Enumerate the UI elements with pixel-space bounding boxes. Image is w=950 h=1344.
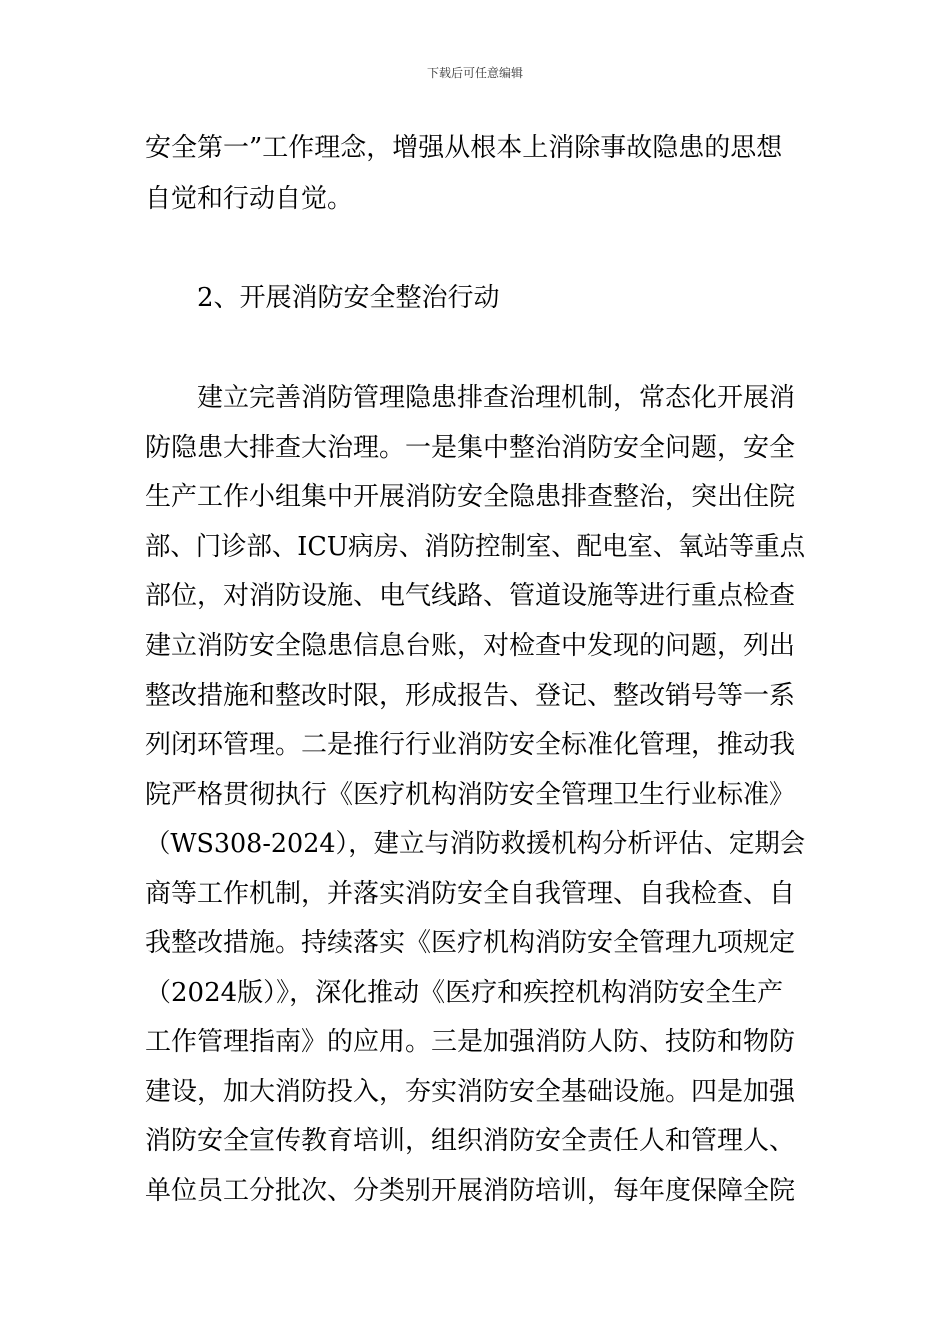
para2-line-16: 消防安全宣传教育培训，组织消防安全责任人和管理人、 — [145, 1126, 796, 1156]
para2-line-7: 整改措施和整改时限，形成报告、登记、整改销号等一系 — [145, 681, 796, 711]
para2-line-8: 列闭环管理。二是推行行业消防安全标准化管理，推动我 — [145, 730, 796, 760]
header-note: 下载后可任意编辑 — [426, 66, 523, 80]
para2-line-6: 建立消防安全隐患信息台账，对检查中发现的问题，列出 — [145, 631, 796, 661]
para1-line-2: 自觉和行动自觉。 — [145, 184, 354, 214]
para1-line-1: 安全第一”工作理念，增强从根本上消除事故隐患的思想 — [145, 133, 783, 163]
para2-line-17: 单位员工分批次、分类别开展消防培训，每年度保障全院 — [145, 1176, 796, 1206]
para2-line-10: （WS308-2024），建立与消防救援机构分析评估、定期会 — [145, 829, 806, 859]
para2-line-11: 商等工作机制，并落实消防安全自我管理、自我检查、自 — [145, 879, 796, 909]
para2-line-3: 生产工作小组集中开展消防安全隐患排查整治，突出住院 — [145, 482, 796, 512]
para2-line-12: 我整改措施。持续落实《医疗机构消防安全管理九项规定 — [145, 928, 796, 958]
para2-line-13: （2024版）》，深化推动《医疗和疾控机构消防安全生产 — [145, 978, 784, 1008]
para2-line-1: 建立完善消防管理隐患排查治理机制，常态化开展消 — [197, 383, 796, 413]
section-heading: 2、开展消防安全整治行动 — [197, 283, 500, 313]
para2-line-14: 工作管理指南》的应用。三是加强消防人防、技防和物防 — [145, 1027, 796, 1057]
para2-line-5: 部位，对消防设施、电气线路、管道设施等进行重点检查 — [145, 581, 796, 611]
para2-line-4: 部、门诊部、ICU病房、消防控制室、配电室、氧站等重点 — [145, 532, 806, 562]
para2-line-15: 建设，加大消防投入，夯实消防安全基础设施。四是加强 — [145, 1077, 796, 1107]
para2-line-9: 院严格贯彻执行《医疗机构消防安全管理卫生行业标准》 — [145, 780, 796, 810]
para2-line-2: 防隐患大排查大治理。一是集中整治消防安全问题，安全 — [145, 433, 796, 463]
